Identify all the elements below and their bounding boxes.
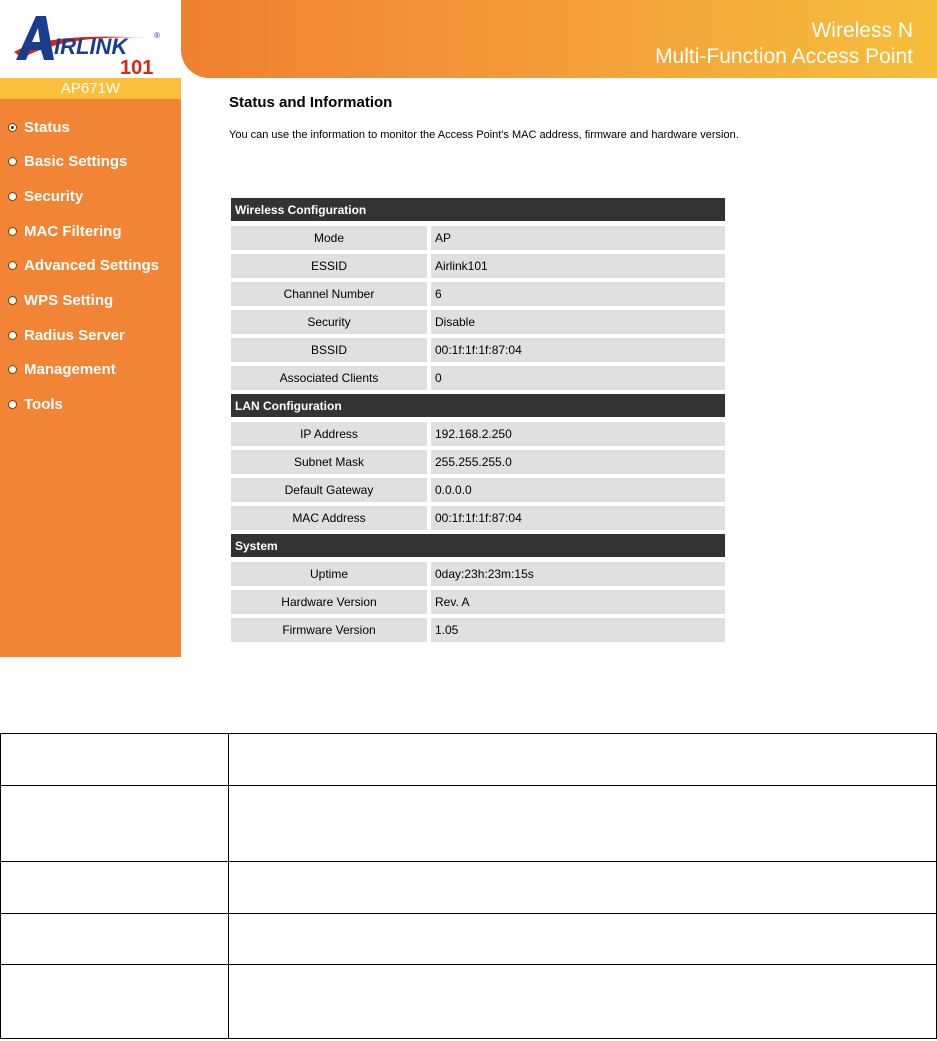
sidebar-item-label: Basic Settings	[24, 152, 128, 170]
table-row	[231, 366, 725, 390]
radio-icon	[8, 296, 17, 305]
doc-table-row	[1, 965, 937, 1039]
section-header-lan: LAN Configuration	[231, 394, 725, 417]
row-value: 00:1f:1f:1f:87:04	[431, 506, 725, 530]
row-label: IP Address	[231, 422, 427, 446]
radio-icon	[8, 192, 17, 201]
sidebar-item-label: WPS Setting	[24, 291, 114, 309]
doc-table-cell	[229, 734, 937, 786]
doc-table-cell	[229, 914, 937, 965]
table-row	[231, 422, 725, 446]
section-header-system: System	[231, 534, 725, 557]
sidebar-item-status[interactable]	[8, 115, 70, 139]
sidebar-item-wps-setting[interactable]	[8, 288, 113, 312]
header-banner	[181, 0, 937, 78]
row-value: Disable	[431, 310, 725, 334]
row-label: Associated Clients	[231, 366, 427, 390]
radio-icon	[8, 157, 17, 166]
row-label: Uptime	[231, 562, 427, 586]
radio-selected-icon	[8, 123, 17, 132]
doc-table-cell	[229, 965, 937, 1039]
row-label: Hardware Version	[231, 590, 427, 614]
row-value: 0.0.0.0	[431, 478, 725, 502]
radio-icon	[8, 331, 17, 340]
sidebar	[0, 99, 181, 657]
product-title	[655, 18, 913, 70]
sidebar-item-label: Security	[24, 187, 84, 205]
row-label: Security	[231, 310, 427, 334]
table-row	[231, 506, 725, 530]
table-row	[231, 226, 725, 250]
table-row	[231, 338, 725, 362]
row-label: BSSID	[231, 338, 427, 362]
row-label: ESSID	[231, 254, 427, 278]
row-value: Rev. A	[431, 590, 725, 614]
sidebar-item-label: Management	[24, 360, 116, 378]
radio-icon	[8, 400, 17, 409]
row-value: 0	[431, 366, 725, 390]
table-row	[231, 562, 725, 586]
row-label: Mode	[231, 226, 427, 250]
title-line-2: Multi-Function Access Point	[655, 45, 913, 68]
doc-table-cell	[229, 862, 937, 914]
logo-area	[0, 0, 181, 78]
table-row	[231, 282, 725, 306]
sidebar-item-tools[interactable]	[8, 392, 63, 416]
sidebar-item-label: Status	[24, 118, 70, 136]
table-row	[231, 618, 725, 642]
table-row	[231, 450, 725, 474]
sidebar-item-radius-server[interactable]	[8, 323, 125, 347]
row-value: 192.168.2.250	[431, 422, 725, 446]
doc-table-row	[1, 914, 937, 965]
sidebar-item-label: MAC Filtering	[24, 222, 122, 240]
row-label: Firmware Version	[231, 618, 427, 642]
page-title: Status and Information	[229, 94, 393, 111]
table-row	[231, 478, 725, 502]
doc-table-row	[1, 786, 937, 862]
row-label: Channel Number	[231, 282, 427, 306]
sidebar-item-label: Advanced Settings	[24, 256, 160, 274]
row-label: MAC Address	[231, 506, 427, 530]
doc-table-cell	[1, 734, 229, 786]
airlink-logo	[8, 8, 168, 74]
doc-table-cell	[1, 862, 229, 914]
sidebar-item-basic-settings[interactable]	[8, 149, 127, 173]
row-label: Subnet Mask	[231, 450, 427, 474]
radio-icon	[8, 365, 17, 374]
model-label: AP671W	[0, 78, 181, 99]
sidebar-item-label: Radius Server	[24, 326, 125, 344]
table-row	[231, 254, 725, 278]
document-table	[0, 733, 937, 1039]
section-header-wireless: Wireless Configuration	[231, 198, 725, 221]
row-value: 0day:23h:23m:15s	[431, 562, 725, 586]
svg-text:101: 101	[120, 57, 154, 74]
doc-table-cell	[1, 786, 229, 862]
doc-table-row	[1, 862, 937, 914]
table-row	[231, 590, 725, 614]
sidebar-item-label: Tools	[24, 395, 63, 413]
sidebar-item-security[interactable]	[8, 184, 83, 208]
sidebar-item-mac-filtering[interactable]	[8, 219, 122, 243]
radio-icon	[8, 261, 17, 270]
doc-table-cell	[229, 786, 937, 862]
row-value: Airlink101	[431, 254, 725, 278]
row-value: 1.05	[431, 618, 725, 642]
table-row	[231, 310, 725, 334]
svg-text:IRLINK: IRLINK	[54, 34, 128, 59]
row-value: 00:1f:1f:1f:87:04	[431, 338, 725, 362]
doc-table-row	[1, 734, 937, 786]
sidebar-item-advanced-settings[interactable]	[8, 253, 159, 277]
radio-icon	[8, 227, 17, 236]
sidebar-item-management[interactable]	[8, 357, 116, 381]
title-line-1: Wireless N	[811, 19, 913, 42]
row-value: 6	[431, 282, 725, 306]
doc-table-cell	[1, 965, 229, 1039]
row-label: Default Gateway	[231, 478, 427, 502]
page-description: You can use the information to monitor the Access Point's MAC address, firmware and hardware version.	[229, 129, 739, 141]
row-value: AP	[431, 226, 725, 250]
doc-table-cell	[1, 914, 229, 965]
row-value: 255.255.255.0	[431, 450, 725, 474]
svg-text:®: ®	[154, 31, 160, 40]
